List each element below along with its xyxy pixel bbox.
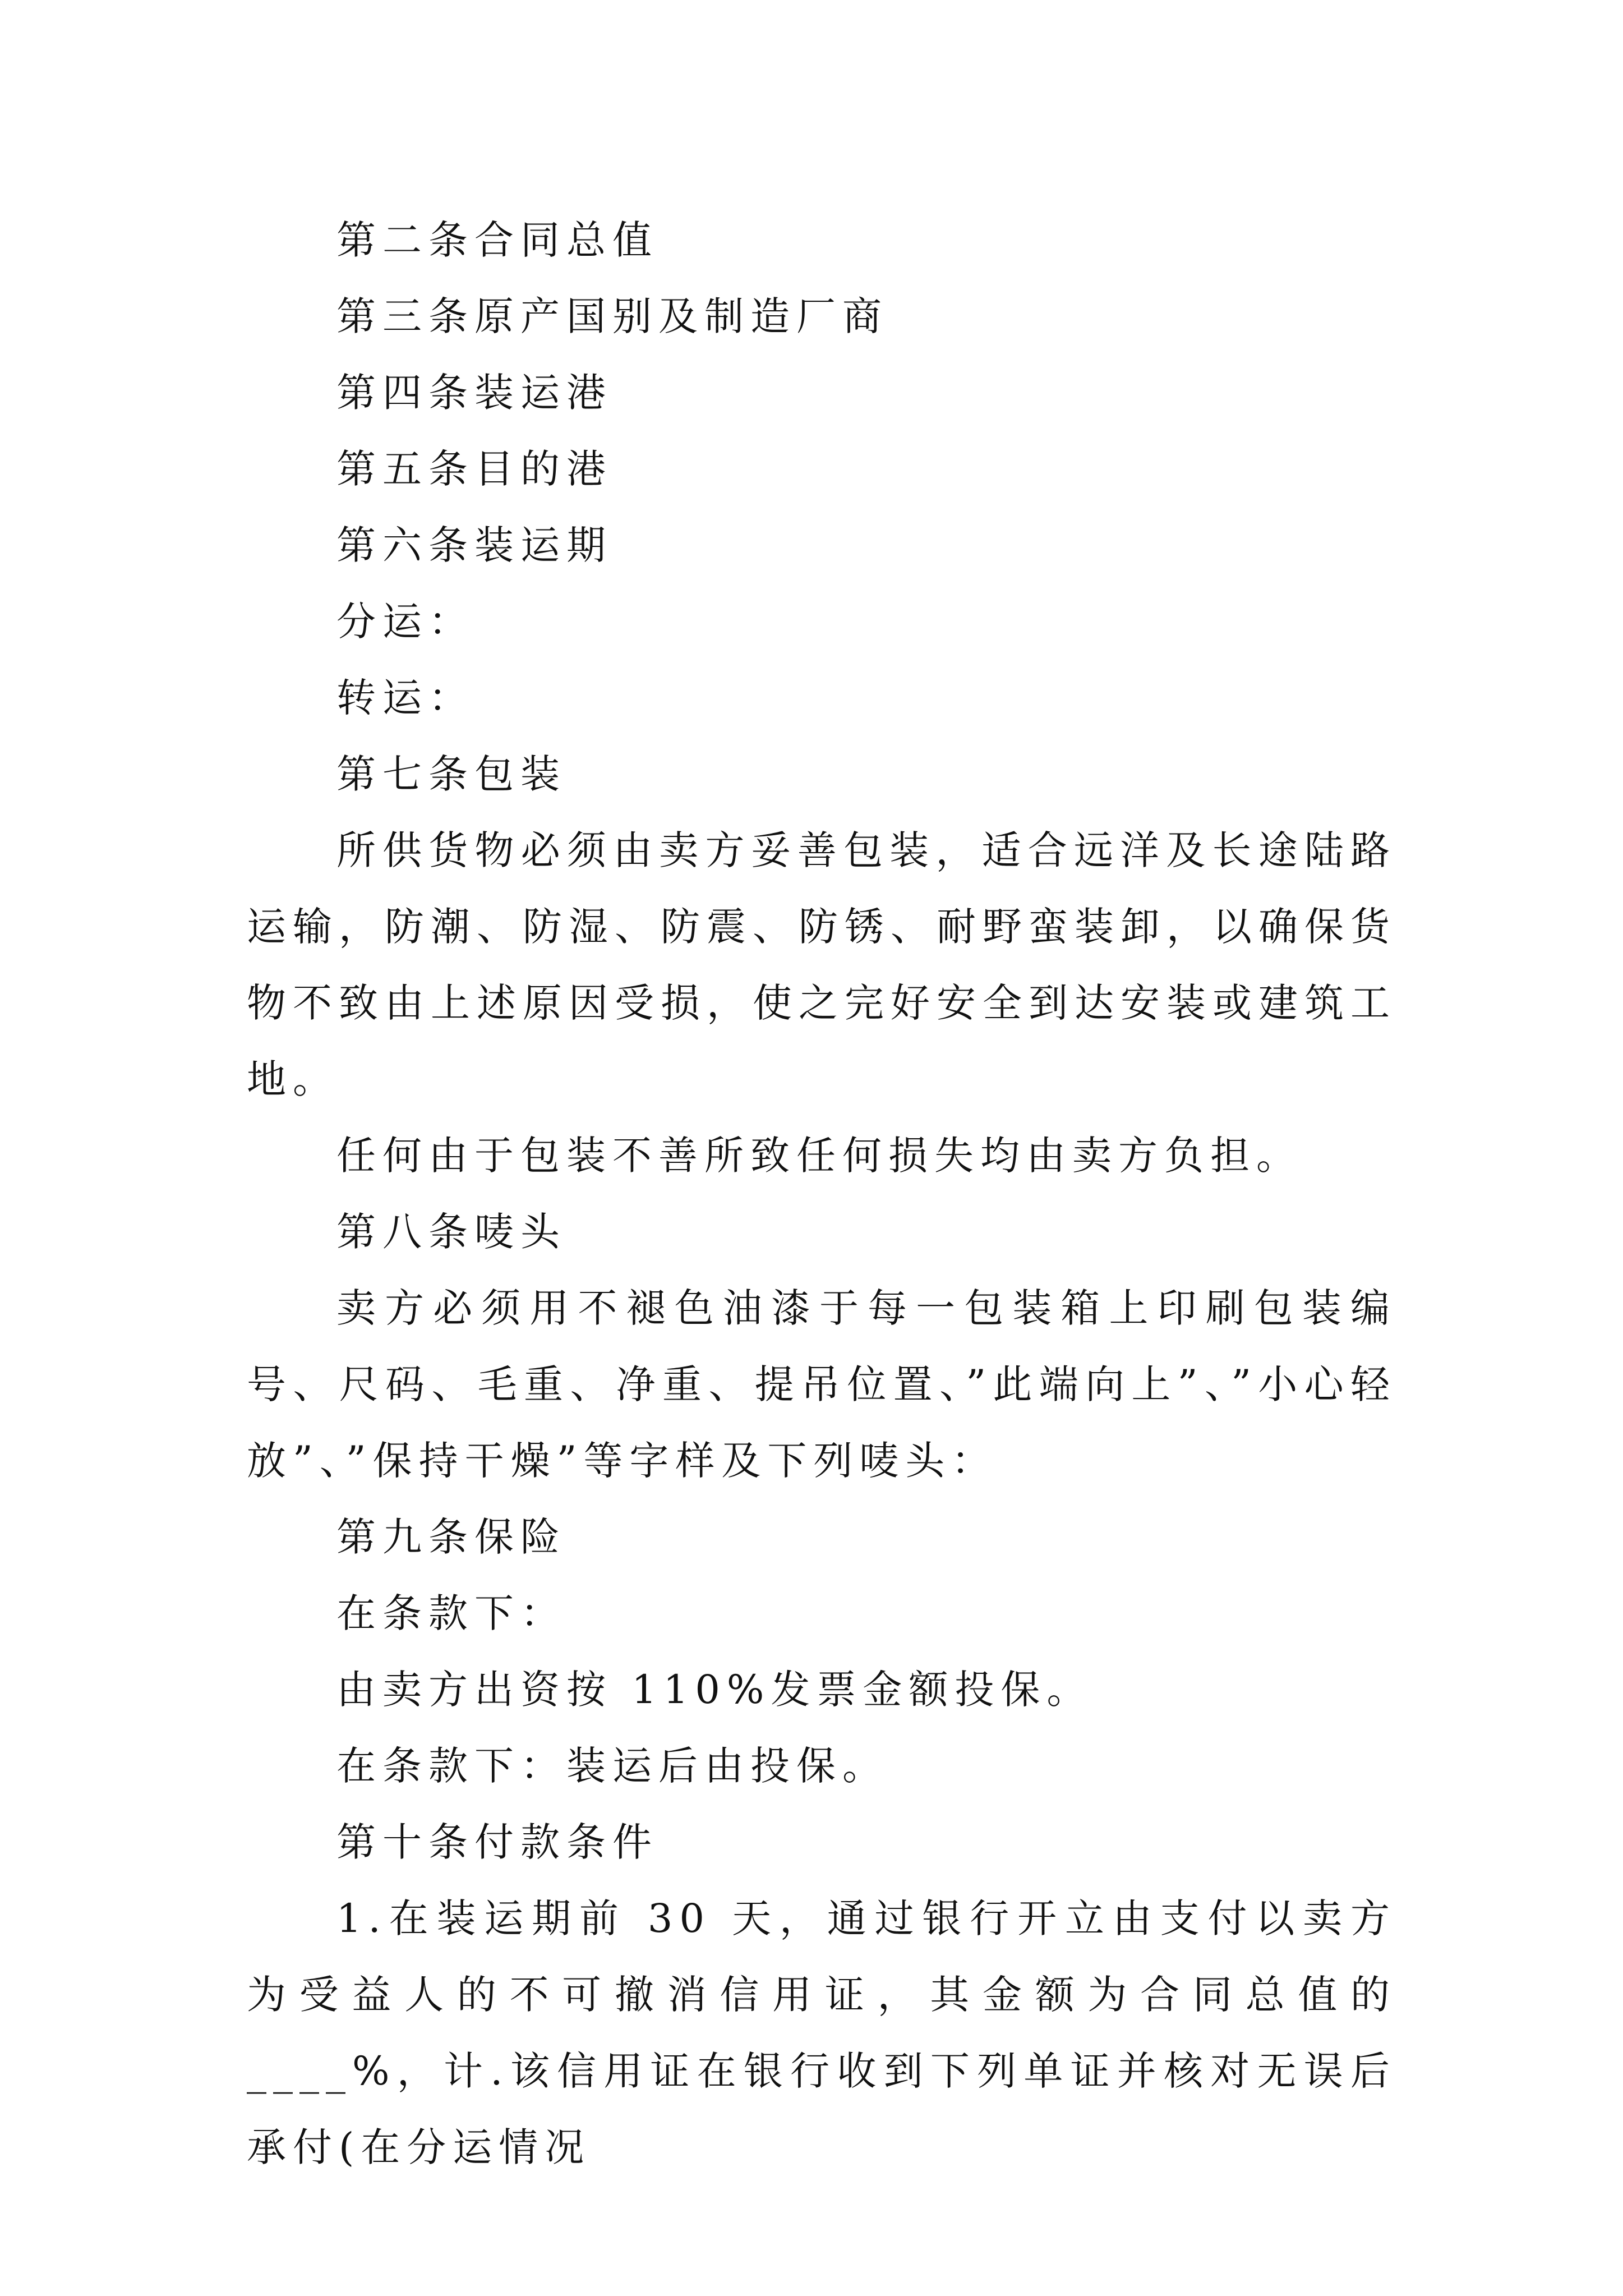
paragraph: 第三条原产国别及制造厂商 [336, 293, 888, 339]
paragraph: 分运： [336, 599, 474, 645]
paragraph: 卖方必须用不褪色油漆于每一包装箱上印刷包装编号、尺码、毛重、净重、提吊位置、”此端向上”、”小心轻放”、”保持干燥”等字样及下列唛头： [247, 1285, 1396, 1484]
document-body [247, 202, 1396, 2185]
paragraph: 第六条装运期 [336, 522, 612, 568]
paragraph: 转运： [336, 675, 474, 721]
paragraph: 所供货物必须由卖方妥善包装，适合远洋及长途陆路运输，防潮、防湿、防震、防锈、耐野蛮装卸，以确保货物不致由上述原因受损，使之完好安全到达安装或建筑工地。 [247, 827, 1396, 1102]
paragraph: 在条款下： [336, 1590, 566, 1636]
paragraph: 第二条合同总值 [336, 217, 658, 263]
paragraph: 第四条装运港 [336, 370, 612, 416]
paragraph: 第十条付款条件 [336, 1819, 658, 1865]
paragraph: 在条款下：装运后由投保。 [336, 1743, 888, 1789]
paragraph: 第八条唛头 [336, 1209, 566, 1255]
paragraph: 第七条包装 [336, 751, 566, 797]
paragraph: 第五条目的港 [336, 446, 612, 492]
paragraph: 第九条保险 [336, 1514, 566, 1560]
paragraph: 由卖方出资按 110%发票金额投保。 [336, 1667, 1093, 1713]
paragraph: 1.在装运期前 30 天，通过银行开立由支付以卖方为受益人的不可撤消信用证，其金额为合同总值的____%，计.该信用证在银行收到下列单证并核对无误后承付(在分运情况 [247, 1895, 1396, 2170]
paragraph: 任何由于包装不善所致任何损失均由卖方负担。 [336, 1133, 1302, 1179]
